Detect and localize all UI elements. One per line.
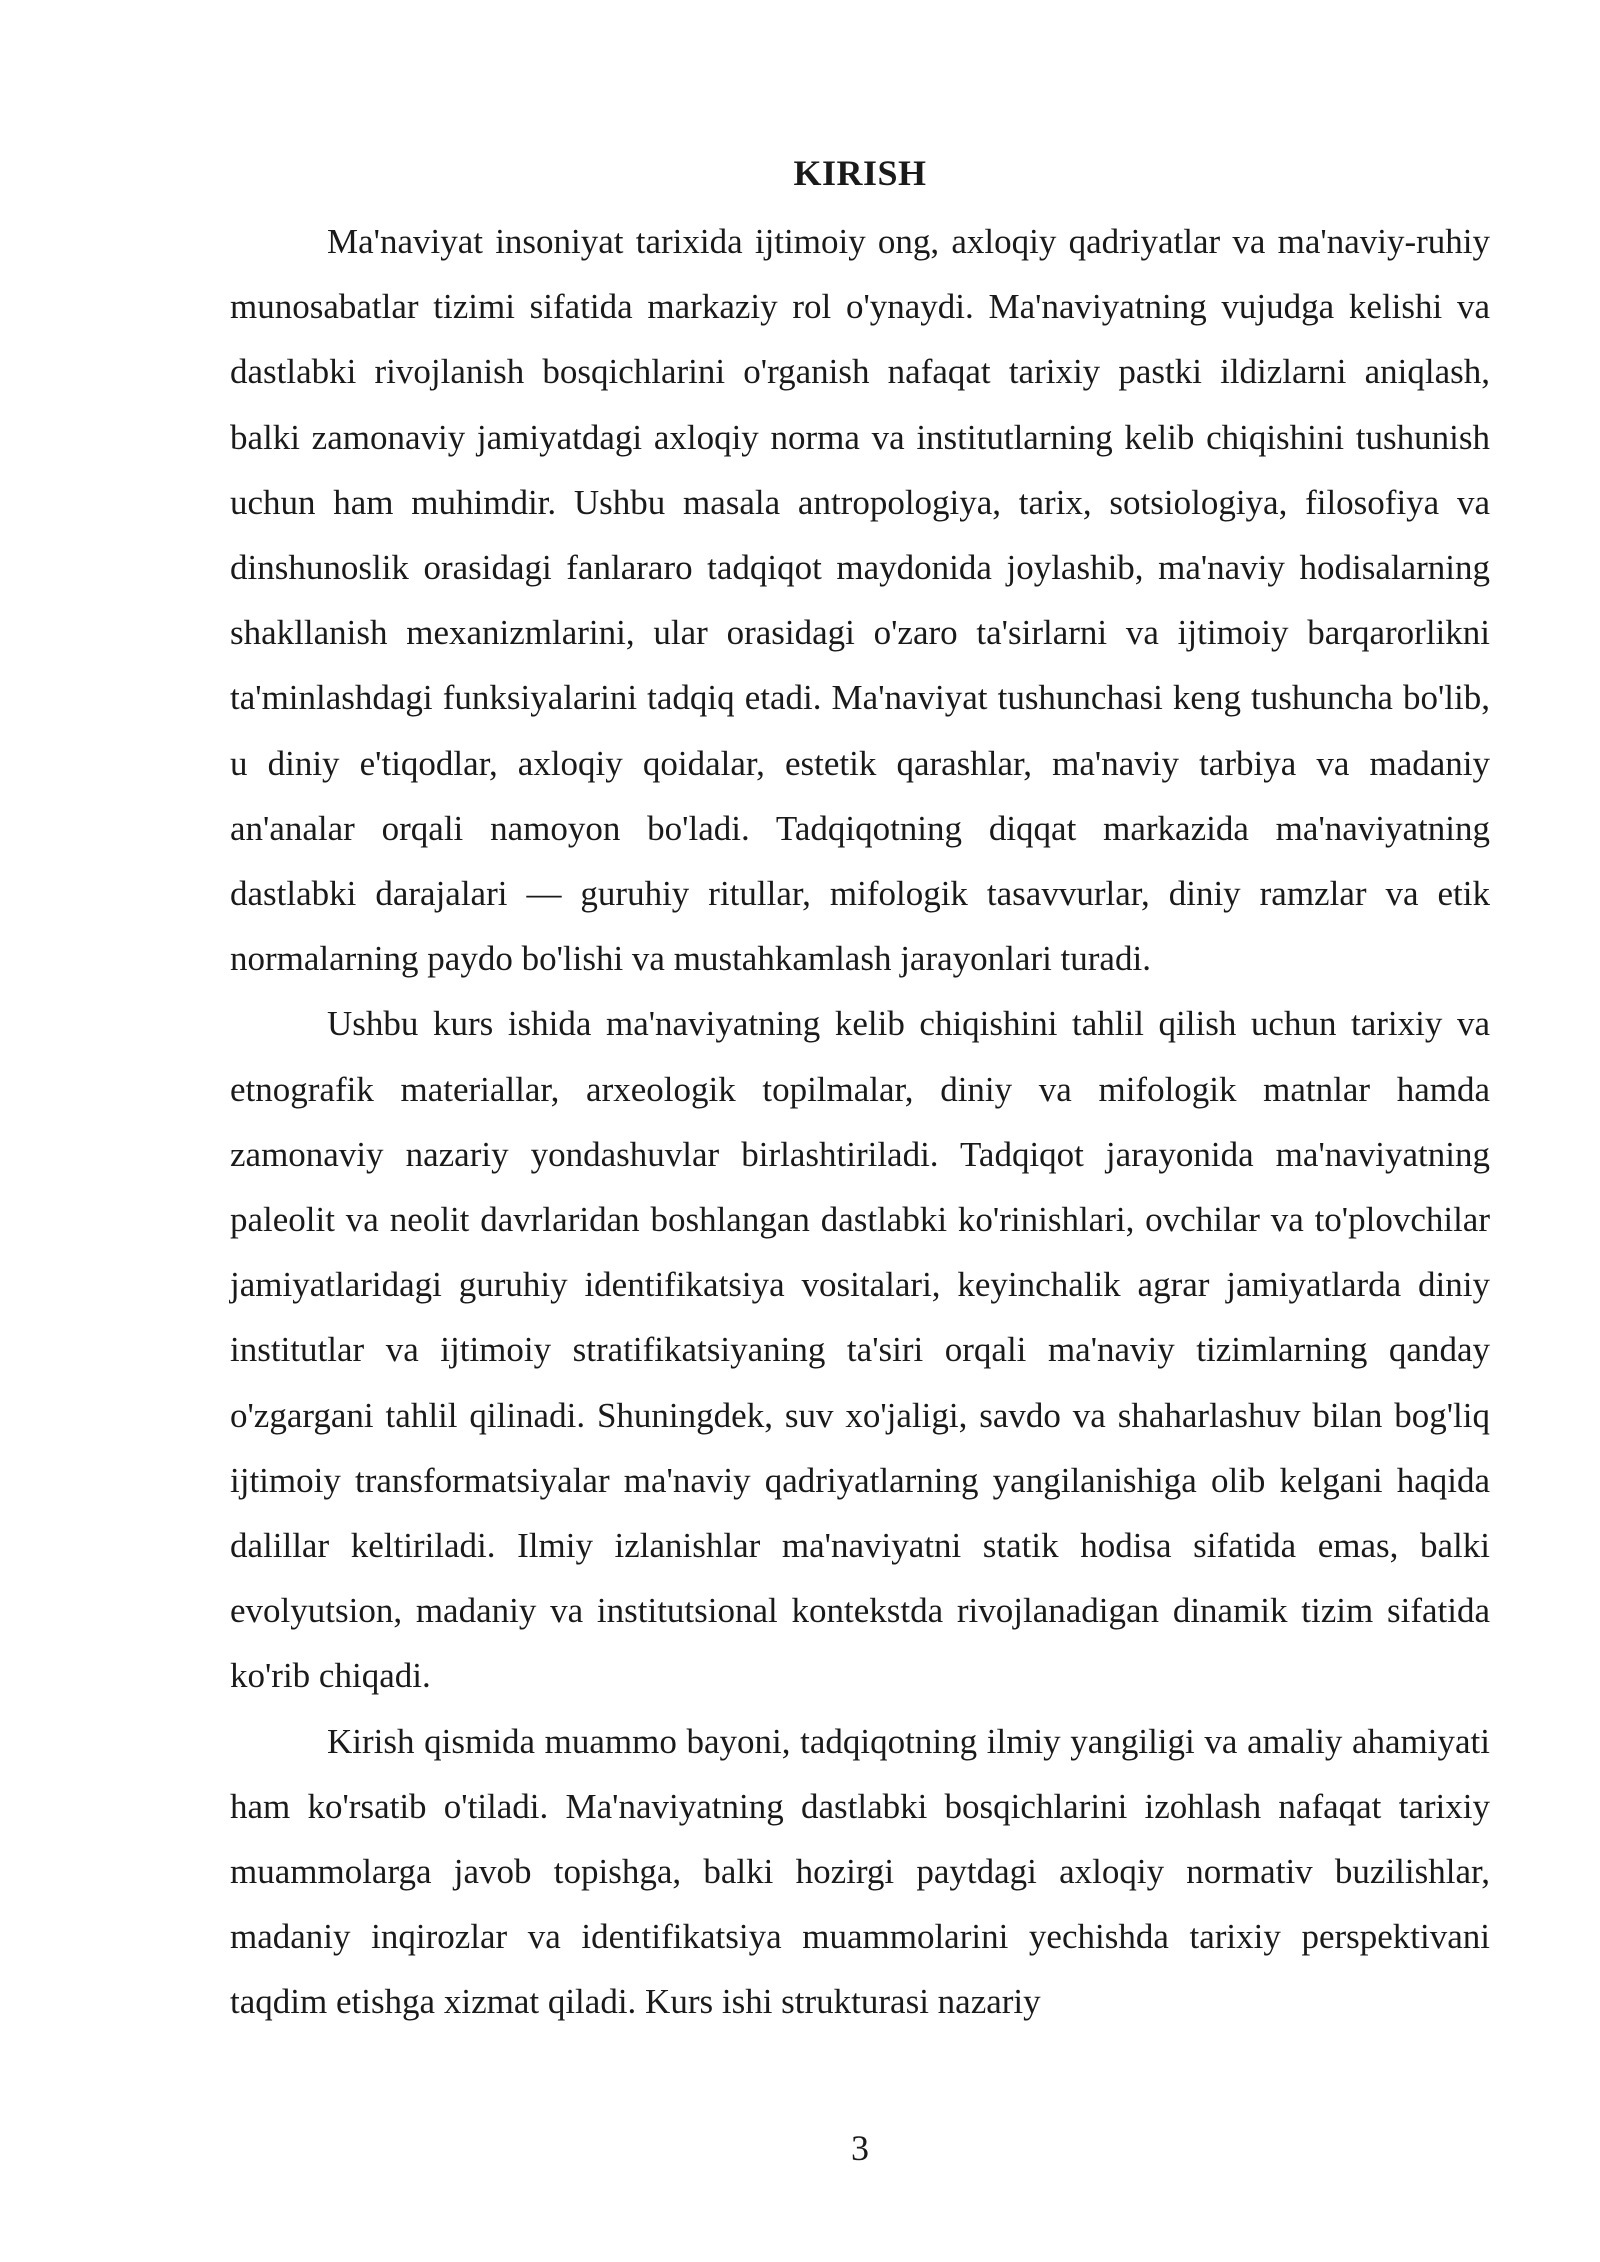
paragraph-1: Ma'naviyat insoniyat tarixida ijtimoiy ong, axloqiy qadriyatlar va ma'naviy-ruhiy munosabatlar tizimi sifatida markaziy rol o'ynaydi. Ma'naviyatning vujudga kelishi va dastlabki rivojlanish bosqichlarini o'rganish nafaqat tarixiy pastki ildizlarni aniqlash, balki zamonaviy jamiyatdagi axloqiy norma va institutlarning kelib chiqishini tushunish uchun ham muhimdir. Ushbu masala antropologiya, tarix, sotsiologiya, filosofiya va dinshunoslik orasidagi fanlararo tadqiqot maydonida joylashib, ma'naviy hodisalarning shakllanish mexanizmlarini, ular orasidagi o'zaro ta'sirlarni va ijtimoiy barqarorlikni ta'minlashdagi funksiyalarini tadqiq etadi. Ma'naviyat tushunchasi keng tushuncha bo'lib, u diniy e'tiqodlar, axloqiy qoidalar, estetik qarashlar, ma'naviy tarbiya va madaniy an'analar orqali namoyon bo'ladi. Tadqiqotning diqqat markazida ma'naviyatning dastlabki darajalari — guruhiy ritullar, mifologik tasavvurlar, diniy ramzlar va etik normalarning paydo bo'lishi va mustahkamlash jarayonlari turadi. (230, 222, 1490, 979)
section-heading: KIRISH (793, 153, 927, 193)
paragraph-3: Kirish qismida muammo bayoni, tadqiqotning ilmiy yangiligi va amaliy ahamiyati ham ko'rsatib o'tiladi. Ma'naviyatning dastlabki bosqichlarini izohlash nafaqat tarixiy muammolarga javob topishga, balki hozirgi paytdagi axloqiy normativ buzilishlar, madaniy inqirozlar va identifikatsiya muammolarini yechishda tarixiy perspektivani taqdim etishga xizmat qiladi. Kurs ishi strukturasi nazariy (230, 1721, 1490, 2022)
paragraph-2: Ushbu kurs ishida ma'naviyatning kelib chiqishini tahlil qilish uchun tarixiy va etnografik materiallar, arxeologik topilmalar, diniy va mifologik matnlar hamda zamonaviy nazariy yondashuvlar birlashtiriladi. Tadqiqot jarayonida ma'naviyatning paleolit va neolit davrlaridan boshlangan dastlabki ko'rinishlari, ovchilar va to'plovchilar jamiyatlaridagi guruhiy identifikatsiya vositalari, keyinchalik agrar jamiyatlarda diniy institutlar va ijtimoiy stratifikatsiyaning ta'siri orqali ma'naviy tizimlarning qanday o'zgargani tahlil qilinadi. Shuningdek, suv xo'jaligi, savdo va shaharlashuv bilan bog'liq ijtimoiy transformatsiyalar ma'naviy qadriyatlarning yangilanishiga olib kelgani haqida dalillar keltiriladi. Ilmiy izlanishlar ma'naviyatni statik hodisa sifatida emas, balki evolyutsion, madaniy va institutsional kontekstda rivojlanadigan dinamik tizim sifatida ko'rib chiqadi. (230, 1004, 1490, 1696)
body-text (230, 209, 1490, 2035)
page-number: 3 (851, 2128, 869, 2168)
